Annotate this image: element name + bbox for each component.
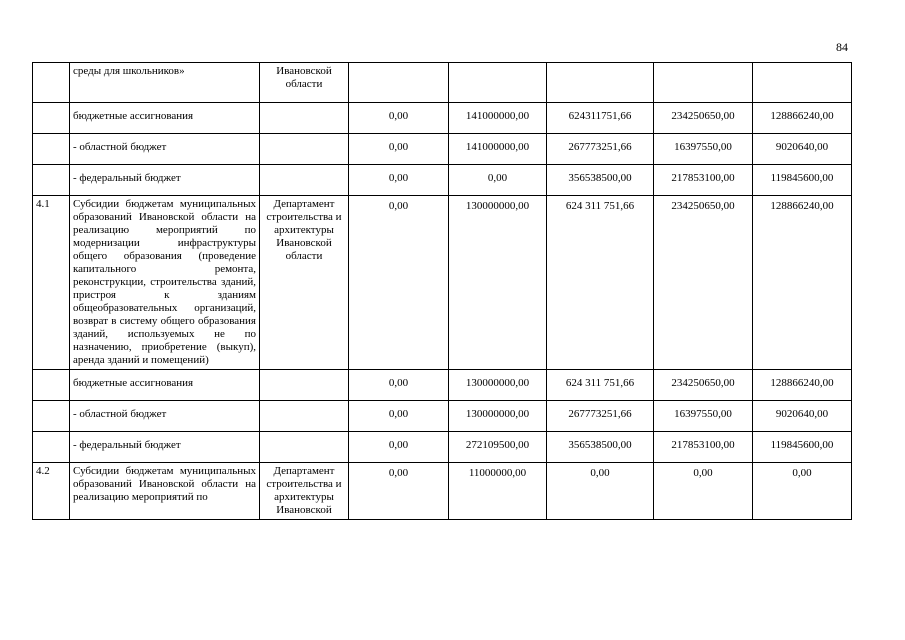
value-cell: 16397550,00 bbox=[654, 401, 753, 432]
value-cell bbox=[753, 63, 852, 103]
row-number bbox=[33, 432, 70, 463]
row-name: Субсидии бюджетам муниципальных образований Ивановской области на реализацию мероприятий по bbox=[70, 463, 260, 520]
value-cell bbox=[349, 63, 449, 103]
value-cell: 0,00 bbox=[349, 463, 449, 520]
value-cell: 119845600,00 bbox=[753, 165, 852, 196]
row-executor bbox=[260, 134, 349, 165]
table-row bbox=[33, 463, 852, 520]
value-cell: 0,00 bbox=[654, 463, 753, 520]
table-row bbox=[33, 165, 852, 196]
row-number bbox=[33, 370, 70, 401]
row-number bbox=[33, 165, 70, 196]
row-name: бюджетные ассигнования bbox=[70, 103, 260, 134]
value-cell: 624 311 751,66 bbox=[547, 370, 654, 401]
value-cell: 128866240,00 bbox=[753, 370, 852, 401]
value-cell: 141000000,00 bbox=[449, 103, 547, 134]
value-cell: 217853100,00 bbox=[654, 432, 753, 463]
row-executor bbox=[260, 401, 349, 432]
row-number bbox=[33, 103, 70, 134]
row-executor: Департамент строительства и архитектуры Ивановской области bbox=[260, 196, 349, 370]
value-cell: 0,00 bbox=[349, 432, 449, 463]
table-row bbox=[33, 63, 852, 103]
row-name: бюджетные ассигнования bbox=[70, 370, 260, 401]
row-name: Субсидии бюджетам муниципальных образований Ивановской области на реализацию мероприятий по модернизации инфраструктуры общего образования (проведение капитального ремонта, реконструкции, строительства зданий, пристроя к зданиям общеобразовательных организаций, возврат в систему общего образования зданий, используемых не по назначению, приобретение (выкуп), аренда зданий и помещений) bbox=[70, 196, 260, 370]
value-cell: 0,00 bbox=[349, 103, 449, 134]
value-cell bbox=[449, 63, 547, 103]
value-cell: 141000000,00 bbox=[449, 134, 547, 165]
value-cell: 0,00 bbox=[449, 165, 547, 196]
value-cell: 130000000,00 bbox=[449, 370, 547, 401]
value-cell: 234250650,00 bbox=[654, 196, 753, 370]
value-cell: 0,00 bbox=[349, 370, 449, 401]
row-name: - федеральный бюджет bbox=[70, 432, 260, 463]
row-name: среды для школьников» bbox=[70, 63, 260, 103]
row-executor: Ивановской области bbox=[260, 63, 349, 103]
row-executor bbox=[260, 432, 349, 463]
table-row bbox=[33, 103, 852, 134]
row-number bbox=[33, 63, 70, 103]
value-cell: 128866240,00 bbox=[753, 196, 852, 370]
table-row bbox=[33, 196, 852, 370]
value-cell: 267773251,66 bbox=[547, 401, 654, 432]
page-number: 84 bbox=[836, 40, 848, 54]
row-number: 4.2 bbox=[33, 463, 70, 520]
row-executor bbox=[260, 103, 349, 134]
value-cell: 217853100,00 bbox=[654, 165, 753, 196]
row-executor bbox=[260, 370, 349, 401]
value-cell: 9020640,00 bbox=[753, 401, 852, 432]
table-row bbox=[33, 370, 852, 401]
value-cell: 119845600,00 bbox=[753, 432, 852, 463]
row-executor bbox=[260, 165, 349, 196]
value-cell: 356538500,00 bbox=[547, 432, 654, 463]
value-cell: 0,00 bbox=[349, 196, 449, 370]
table-row bbox=[33, 432, 852, 463]
value-cell: 130000000,00 bbox=[449, 196, 547, 370]
value-cell: 0,00 bbox=[547, 463, 654, 520]
row-name: - областной бюджет bbox=[70, 401, 260, 432]
budget-table bbox=[32, 62, 852, 520]
value-cell: 128866240,00 bbox=[753, 103, 852, 134]
value-cell: 234250650,00 bbox=[654, 370, 753, 401]
value-cell: 11000000,00 bbox=[449, 463, 547, 520]
row-number bbox=[33, 134, 70, 165]
table-row bbox=[33, 401, 852, 432]
value-cell: 9020640,00 bbox=[753, 134, 852, 165]
value-cell: 624311751,66 bbox=[547, 103, 654, 134]
row-executor: Департамент строительства и архитектуры Ивановской bbox=[260, 463, 349, 520]
value-cell bbox=[654, 63, 753, 103]
value-cell: 234250650,00 bbox=[654, 103, 753, 134]
value-cell: 267773251,66 bbox=[547, 134, 654, 165]
value-cell bbox=[547, 63, 654, 103]
value-cell: 0,00 bbox=[753, 463, 852, 520]
value-cell: 272109500,00 bbox=[449, 432, 547, 463]
table-row bbox=[33, 134, 852, 165]
value-cell: 0,00 bbox=[349, 134, 449, 165]
row-number: 4.1 bbox=[33, 196, 70, 370]
row-number bbox=[33, 401, 70, 432]
row-name: - областной бюджет bbox=[70, 134, 260, 165]
value-cell: 130000000,00 bbox=[449, 401, 547, 432]
value-cell: 624 311 751,66 bbox=[547, 196, 654, 370]
value-cell: 356538500,00 bbox=[547, 165, 654, 196]
value-cell: 0,00 bbox=[349, 165, 449, 196]
value-cell: 16397550,00 bbox=[654, 134, 753, 165]
value-cell: 0,00 bbox=[349, 401, 449, 432]
row-name: - федеральный бюджет bbox=[70, 165, 260, 196]
